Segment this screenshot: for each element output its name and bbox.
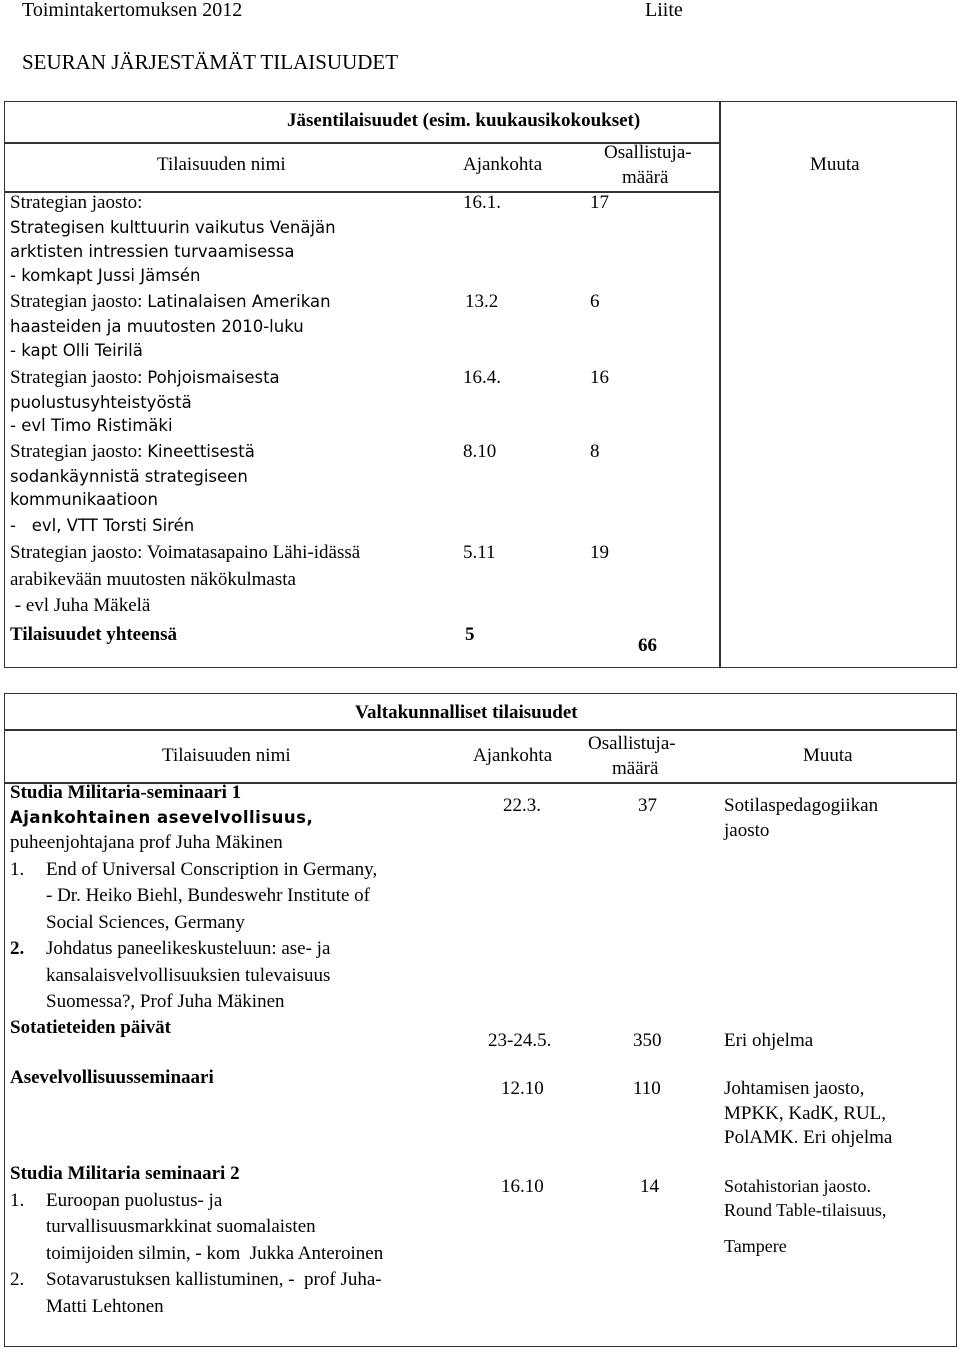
- event-other-line: Round Table-tilaisuus,: [724, 1200, 887, 1220]
- event-date: 12.10: [501, 1078, 544, 1099]
- event-name-line: Strategisen kulttuurin vaikutus Venäjän: [10, 218, 336, 237]
- list-item-line: turvallisuusmarkkinat suomalaisten: [46, 1216, 316, 1237]
- list-item-line: End of Universal Conscription in Germany,: [46, 859, 378, 880]
- section-title: SEURAN JÄRJESTÄMÄT TILAISUUDET: [22, 50, 399, 74]
- event-name-prefix: Strategian jaosto:: [10, 291, 148, 312]
- total-label: Tilaisuudet yhteensä: [10, 624, 177, 645]
- table1-col-count-line2: määrä: [622, 167, 669, 188]
- event-other-line: jaosto: [724, 820, 770, 841]
- event-participants: 6: [590, 291, 600, 312]
- event-other-line: Sotahistorian jaosto.: [724, 1176, 871, 1196]
- list-item-line: Matti Lehtonen: [46, 1296, 164, 1317]
- event-name-prefix: Strategian jaosto:: [10, 441, 148, 462]
- event-title: Studia Militaria seminaari 2: [10, 1163, 240, 1184]
- event-date: 22.3.: [503, 795, 541, 816]
- event-name-first-line: [10, 542, 360, 564]
- event-other-line: Sotilaspedagogiikan: [724, 795, 879, 816]
- list-item-line: Social Sciences, Germany: [46, 912, 245, 933]
- event-participants: 14: [640, 1176, 659, 1197]
- list-item-line: Suomessa?, Prof Juha Mäkinen: [46, 991, 285, 1012]
- list-item-line: toimijoiden silmin, - kom Jukka Anteroinen: [46, 1243, 384, 1264]
- list-item-number: 2.: [10, 938, 25, 959]
- table1-other-column-divider: [719, 101, 721, 668]
- event-participants: 17: [590, 192, 609, 213]
- event-name-line: - evl Juha Mäkelä: [10, 595, 151, 616]
- event-name-topic: Kineettisestä: [147, 442, 255, 461]
- event-date: 16.10: [501, 1176, 544, 1197]
- event-other-line: MPKK, KadK, RUL,: [724, 1103, 887, 1124]
- event-date: 16.4.: [463, 367, 501, 388]
- event-participants: 8: [590, 441, 600, 462]
- event-name-line: haasteiden ja muutosten 2010-luku: [10, 317, 304, 336]
- event-date: 5.11: [463, 542, 496, 563]
- event-name-first-line: [10, 291, 331, 313]
- table1-col-name: Tilaisuuden nimi: [157, 154, 286, 175]
- list-item-line: Sotavarustuksen kallistuminen, - prof Juha-: [46, 1269, 382, 1290]
- list-item-line: Johdatus paneelikeskusteluun: ase- ja: [46, 938, 331, 959]
- event-name-line: - evl Timo Ristimäki: [10, 416, 173, 435]
- event-participants: 110: [633, 1078, 661, 1099]
- event-name-prefix: Strategian jaosto:: [10, 367, 148, 388]
- event-name-line: - kapt Olli Teirilä: [10, 341, 143, 360]
- table2-col-count-line2: määrä: [612, 758, 659, 779]
- table2-caption: Valtakunnalliset tilaisuudet: [355, 702, 578, 723]
- total-events: 5: [465, 624, 475, 645]
- event-name-first-line: [10, 367, 280, 389]
- event-name-line: puolustusyhteistyöstä: [10, 393, 192, 412]
- event-name-line: sodankäynnistä strategiseen: [10, 467, 248, 486]
- event-name-first-line: [10, 441, 255, 463]
- table1-caption: Jäsentilaisuudet (esim. kuukausikokoukset): [287, 110, 641, 131]
- table2-col-other: Muuta: [803, 745, 853, 766]
- event-name-line: - evl, VTT Torsti Sirén: [10, 516, 195, 535]
- table1-col-other: Muuta: [810, 154, 860, 175]
- event-participants: 37: [638, 795, 657, 816]
- event-subtitle: Ajankohtainen asevelvollisuus,: [10, 808, 314, 827]
- table2-col-count-line1: Osallistuja-: [588, 733, 676, 754]
- event-name-prefix: Strategian jaosto:: [10, 542, 147, 563]
- event-name-line: arabikevään muutosten näkökulmasta: [10, 569, 296, 590]
- event-date: 16.1.: [463, 192, 501, 213]
- table2-caption-divider: [4, 729, 957, 731]
- table2-col-date: Ajankohta: [473, 745, 553, 766]
- event-date: 8.10: [463, 441, 497, 462]
- table1-col-count-line1: Osallistuja-: [604, 142, 692, 163]
- event-name-line: arktisten intressien turvaamisessa: [10, 242, 295, 261]
- event-participants: 350: [633, 1030, 662, 1051]
- event-participants: 19: [590, 542, 609, 563]
- event-other-line: Johtamisen jaosto,: [724, 1078, 865, 1099]
- event-title: Asevelvollisuusseminaari: [10, 1067, 214, 1088]
- list-item-line: kansalaisvelvollisuuksien tulevaisuus: [46, 965, 331, 986]
- table1-col-date: Ajankohta: [463, 154, 543, 175]
- event-name-line: - komkapt Jussi Jämsén: [10, 266, 201, 285]
- event-other-line: Eri ohjelma: [724, 1030, 814, 1051]
- event-other-line: Tampere: [724, 1236, 787, 1256]
- event-date: 13.2: [465, 291, 499, 312]
- total-participants: 66: [638, 635, 657, 656]
- list-item-line: - Dr. Heiko Biehl, Bundeswehr Institute of: [46, 885, 371, 906]
- event-title: Sotatieteiden päivät: [10, 1017, 171, 1038]
- event-title: Studia Militaria-seminaari 1: [10, 782, 242, 803]
- document-header-right: Liite: [645, 0, 683, 21]
- event-name-topic: Latinalaisen Amerikan: [147, 292, 331, 311]
- event-other-line: PolAMK. Eri ohjelma: [724, 1127, 893, 1148]
- event-name-topic: Pohjoismaisesta: [147, 368, 280, 387]
- event-date: 23-24.5.: [488, 1030, 552, 1051]
- event-participants: 16: [590, 367, 609, 388]
- event-name-topic: Voimatasapaino Lähi-idässä: [146, 542, 361, 563]
- table2-col-name: Tilaisuuden nimi: [162, 745, 291, 766]
- list-item-number: 1.: [10, 859, 25, 880]
- list-item-number: 1.: [10, 1190, 25, 1211]
- list-item-line: Euroopan puolustus- ja: [46, 1190, 223, 1211]
- event-name-line: kommunikaatioon: [10, 490, 158, 509]
- list-item-number: 2.: [10, 1269, 25, 1290]
- event-chair: puheenjohtajana prof Juha Mäkinen: [10, 832, 283, 853]
- document-header-left: Toimintakertomuksen 2012: [22, 0, 243, 21]
- event-name-prefix: Strategian jaosto:: [10, 192, 143, 213]
